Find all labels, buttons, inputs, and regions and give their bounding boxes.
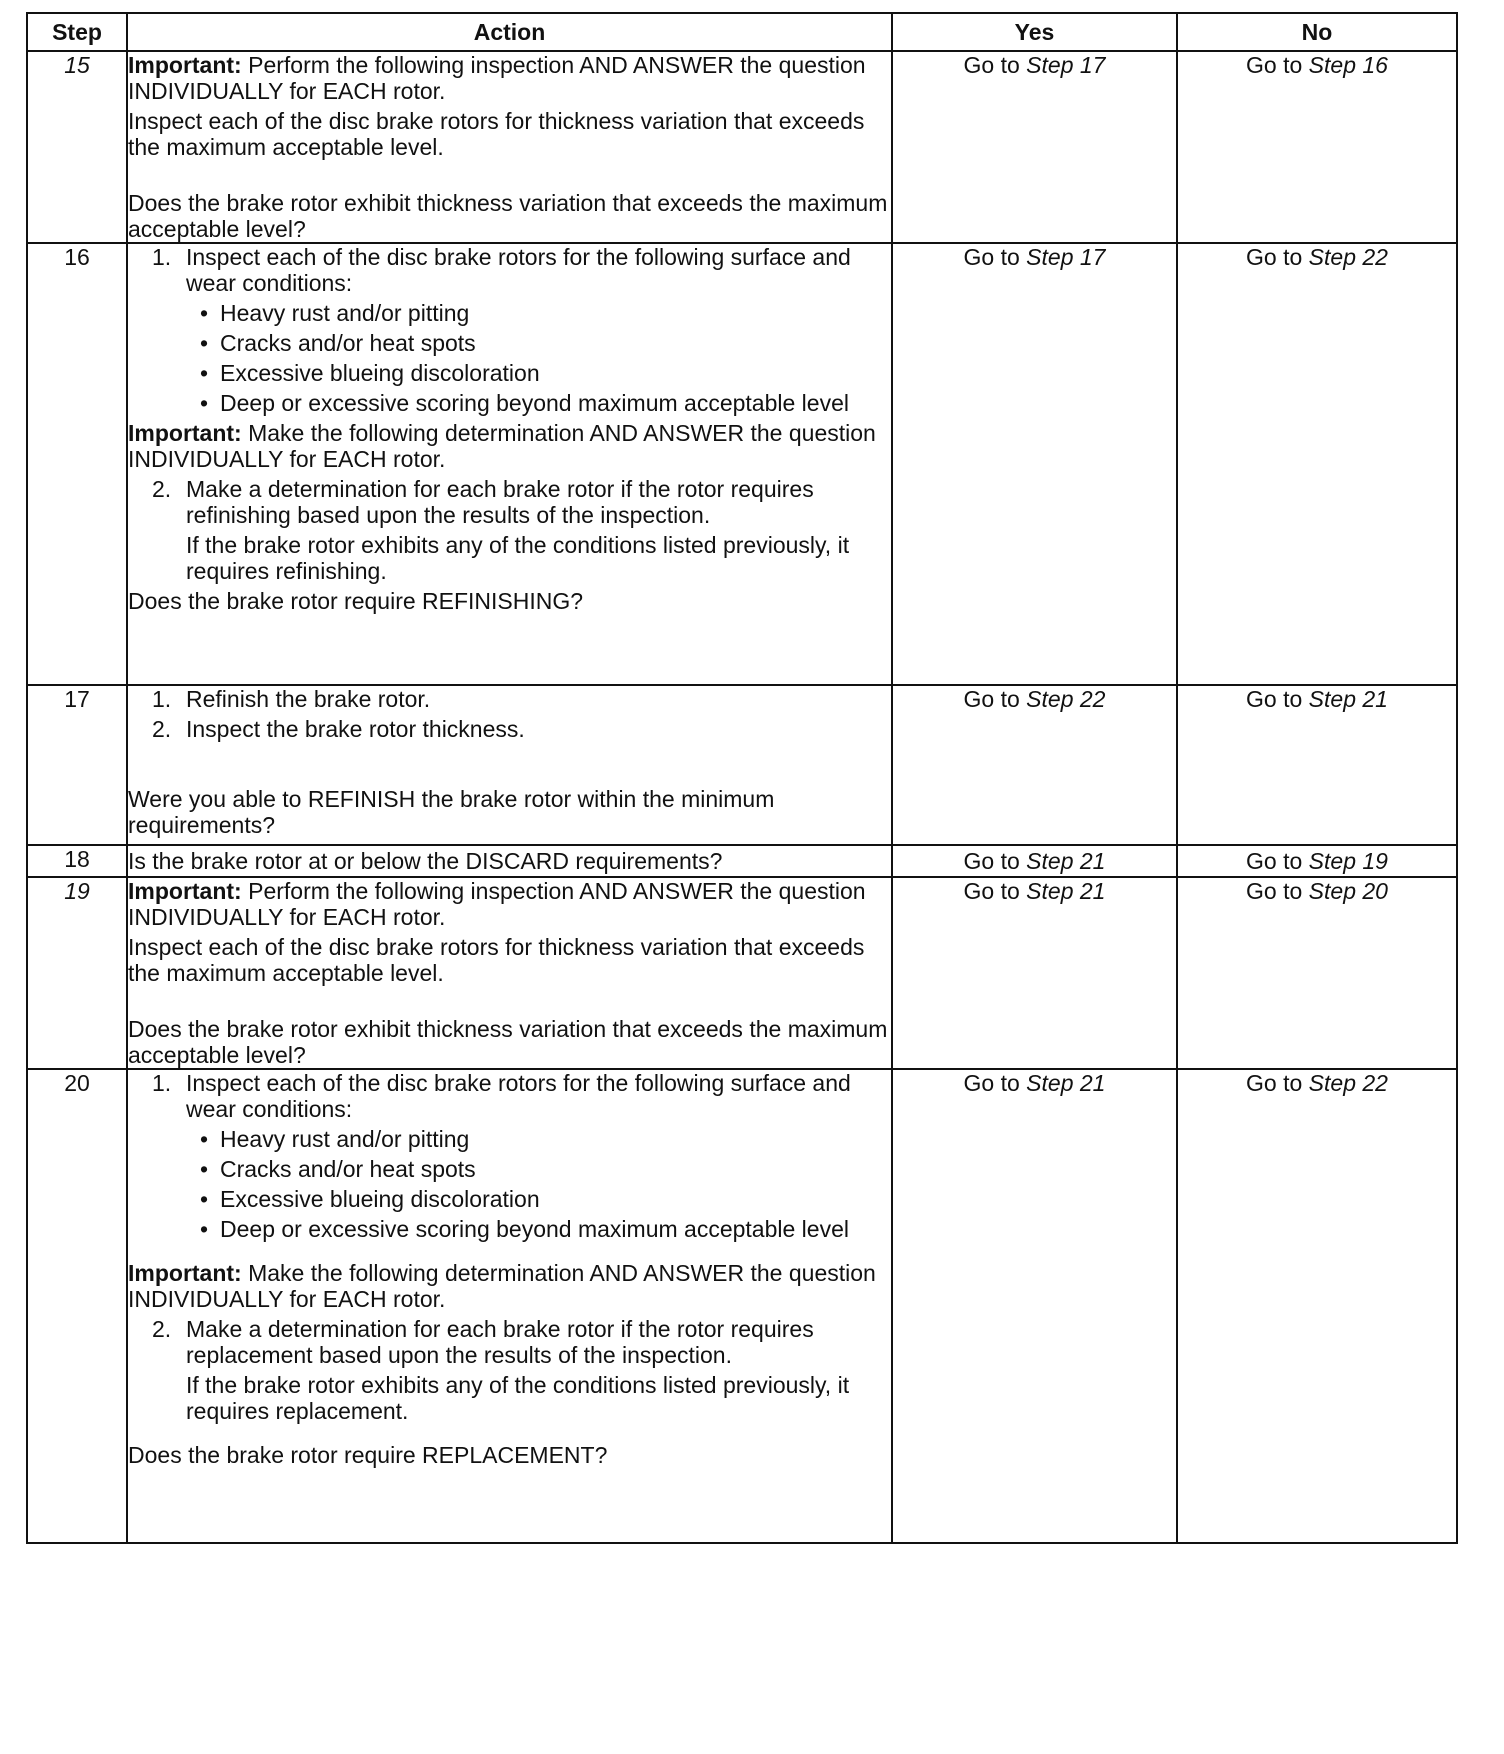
important-text: Make the following determination AND ANSWER the question INDIVIDUALLY for EACH rotor. [128,420,876,472]
no-step-ref: Step 16 [1308,52,1388,78]
no-cell [1177,51,1457,243]
important-text: Perform the following inspection AND ANSWER the question INDIVIDUALLY for EACH rotor. [128,878,866,930]
goto-prefix: Go to [963,686,1020,712]
no-cell [1177,243,1457,685]
action-cell [127,1069,892,1543]
bullet-glyph: • [200,1126,209,1152]
important-label: Important: [128,878,242,904]
important-text: Perform the following inspection AND ANSWER the question INDIVIDUALLY for EACH rotor. [128,52,866,104]
bullet-glyph: • [200,390,209,416]
action-cell [127,685,892,845]
numbered-list [128,476,891,584]
bullet-item [200,1216,891,1242]
goto-prefix: Go to [963,1070,1020,1096]
no-cell [1177,845,1457,877]
step-number: 20 [27,1069,127,1543]
yes-step-ref: Step 17 [1026,244,1106,270]
list-item [152,1316,891,1424]
action-cell [127,243,892,685]
diagnostic-table [26,12,1458,1544]
no-step-ref: Step 20 [1308,878,1388,904]
table-row [27,845,1457,877]
yes-cell [892,685,1177,845]
bullet-text: Deep or excessive scoring beyond maximum acceptable level [220,1216,849,1242]
no-cell [1177,685,1457,845]
list-item-text: Make a determination for each brake rotor if the rotor requires replacement based upon the results of the inspection. [186,1316,814,1368]
important-note [128,1260,891,1312]
list-number: 2. [152,716,172,742]
bullet-list [186,1126,891,1242]
no-cell [1177,1069,1457,1543]
important-label: Important: [128,1260,242,1286]
no-step-ref: Step 21 [1308,686,1388,712]
yes-cell [892,877,1177,1069]
yes-step-ref: Step 21 [1026,848,1106,874]
goto-prefix: Go to [1246,878,1303,904]
bullet-glyph: • [200,300,209,326]
step-number: 16 [27,243,127,685]
yes-step-ref: Step 17 [1026,52,1106,78]
list-number: 1. [152,1070,172,1096]
goto-prefix: Go to [1246,244,1303,270]
bullet-text: Deep or excessive scoring beyond maximum acceptable level [220,390,849,416]
bullet-item [200,1126,891,1152]
table-row [27,1069,1457,1543]
header-yes: Yes [892,13,1177,51]
action-question: Does the brake rotor require REPLACEMENT? [128,1442,608,1468]
action-question: Were you able to REFINISH the brake rotor within the minimum requirements? [128,786,775,838]
action-question: Does the brake rotor exhibit thickness variation that exceeds the maximum acceptable level? [128,190,888,242]
numbered-list [128,1070,891,1242]
numbered-list [128,1316,891,1424]
step-number: 17 [27,685,127,845]
header-action: Action [127,13,892,51]
step-number: 19 [27,877,127,1069]
list-item [152,244,891,416]
action-cell [127,51,892,243]
bullet-text: Cracks and/or heat spots [220,330,476,356]
bullet-item [200,330,891,356]
goto-prefix: Go to [963,848,1020,874]
yes-cell [892,51,1177,243]
bullet-text: Cracks and/or heat spots [220,1156,476,1182]
no-cell [1177,877,1457,1069]
list-item-text: Refinish the brake rotor. [186,686,431,712]
important-label: Important: [128,52,242,78]
goto-prefix: Go to [963,878,1020,904]
list-item-text: Inspect each of the disc brake rotors for the following surface and wear conditions: [186,244,851,296]
important-note [128,420,891,472]
goto-prefix: Go to [963,52,1020,78]
bullet-glyph: • [200,330,209,356]
goto-prefix: Go to [1246,848,1303,874]
important-note [128,878,891,930]
important-note [128,52,891,104]
list-item [152,476,891,584]
action-question: Does the brake rotor exhibit thickness variation that exceeds the maximum acceptable level? [128,1016,888,1068]
bullet-text: Excessive blueing discoloration [220,1186,540,1212]
bullet-item [200,1156,891,1182]
bullet-text: Heavy rust and/or pitting [220,300,470,326]
yes-step-ref: Step 22 [1026,686,1106,712]
important-label: Important: [128,420,242,446]
action-question: Is the brake rotor at or below the DISCARD requirements? [128,848,723,874]
no-step-ref: Step 22 [1308,1070,1388,1096]
bullet-glyph: • [200,1216,209,1242]
list-item-text: Inspect the brake rotor thickness. [186,716,525,742]
step-number: 15 [27,51,127,243]
table-row [27,51,1457,243]
list-item [152,716,891,742]
goto-prefix: Go to [1246,1070,1303,1096]
yes-cell [892,243,1177,685]
bullet-item [200,1186,891,1212]
list-item-text: Inspect each of the disc brake rotors for the following surface and wear conditions: [186,1070,851,1122]
header-step: Step [27,13,127,51]
list-item-text: Make a determination for each brake rotor if the rotor requires refinishing based upon the results of the inspection. [186,476,814,528]
no-step-ref: Step 22 [1308,244,1388,270]
numbered-list [128,244,891,416]
bullet-item [200,390,891,416]
numbered-list [128,686,891,742]
table-row [27,243,1457,685]
bullet-glyph: • [200,1156,209,1182]
list-item [152,1070,891,1242]
header-row [27,13,1457,51]
list-item-note: If the brake rotor exhibits any of the conditions listed previously, it requires replacement. [186,1372,850,1424]
action-text: Inspect each of the disc brake rotors for thickness variation that exceeds the maximum acceptable level. [128,108,865,160]
bullet-list [186,300,891,416]
important-text: Make the following determination AND ANSWER the question INDIVIDUALLY for EACH rotor. [128,1260,876,1312]
bullet-text: Heavy rust and/or pitting [220,1126,470,1152]
table-row [27,877,1457,1069]
action-question: Does the brake rotor require REFINISHING? [128,588,584,614]
action-cell [127,877,892,1069]
yes-step-ref: Step 21 [1026,878,1106,904]
goto-prefix: Go to [1246,52,1303,78]
no-step-ref: Step 19 [1308,848,1388,874]
goto-prefix: Go to [1246,686,1303,712]
bullet-item [200,300,891,326]
yes-cell [892,1069,1177,1543]
list-number: 1. [152,244,172,270]
bullet-glyph: • [200,1186,209,1212]
list-item-note: If the brake rotor exhibits any of the conditions listed previously, it requires refinishing. [186,532,850,584]
bullet-text: Excessive blueing discoloration [220,360,540,386]
list-number: 2. [152,1316,172,1342]
table-row [27,685,1457,845]
goto-prefix: Go to [963,244,1020,270]
list-item [152,686,891,712]
yes-step-ref: Step 21 [1026,1070,1106,1096]
list-number: 2. [152,476,172,502]
list-number: 1. [152,686,172,712]
bullet-glyph: • [200,360,209,386]
header-no: No [1177,13,1457,51]
action-text: Inspect each of the disc brake rotors for thickness variation that exceeds the maximum acceptable level. [128,934,865,986]
step-number: 18 [27,845,127,877]
action-cell [127,845,892,877]
yes-cell [892,845,1177,877]
bullet-item [200,360,891,386]
